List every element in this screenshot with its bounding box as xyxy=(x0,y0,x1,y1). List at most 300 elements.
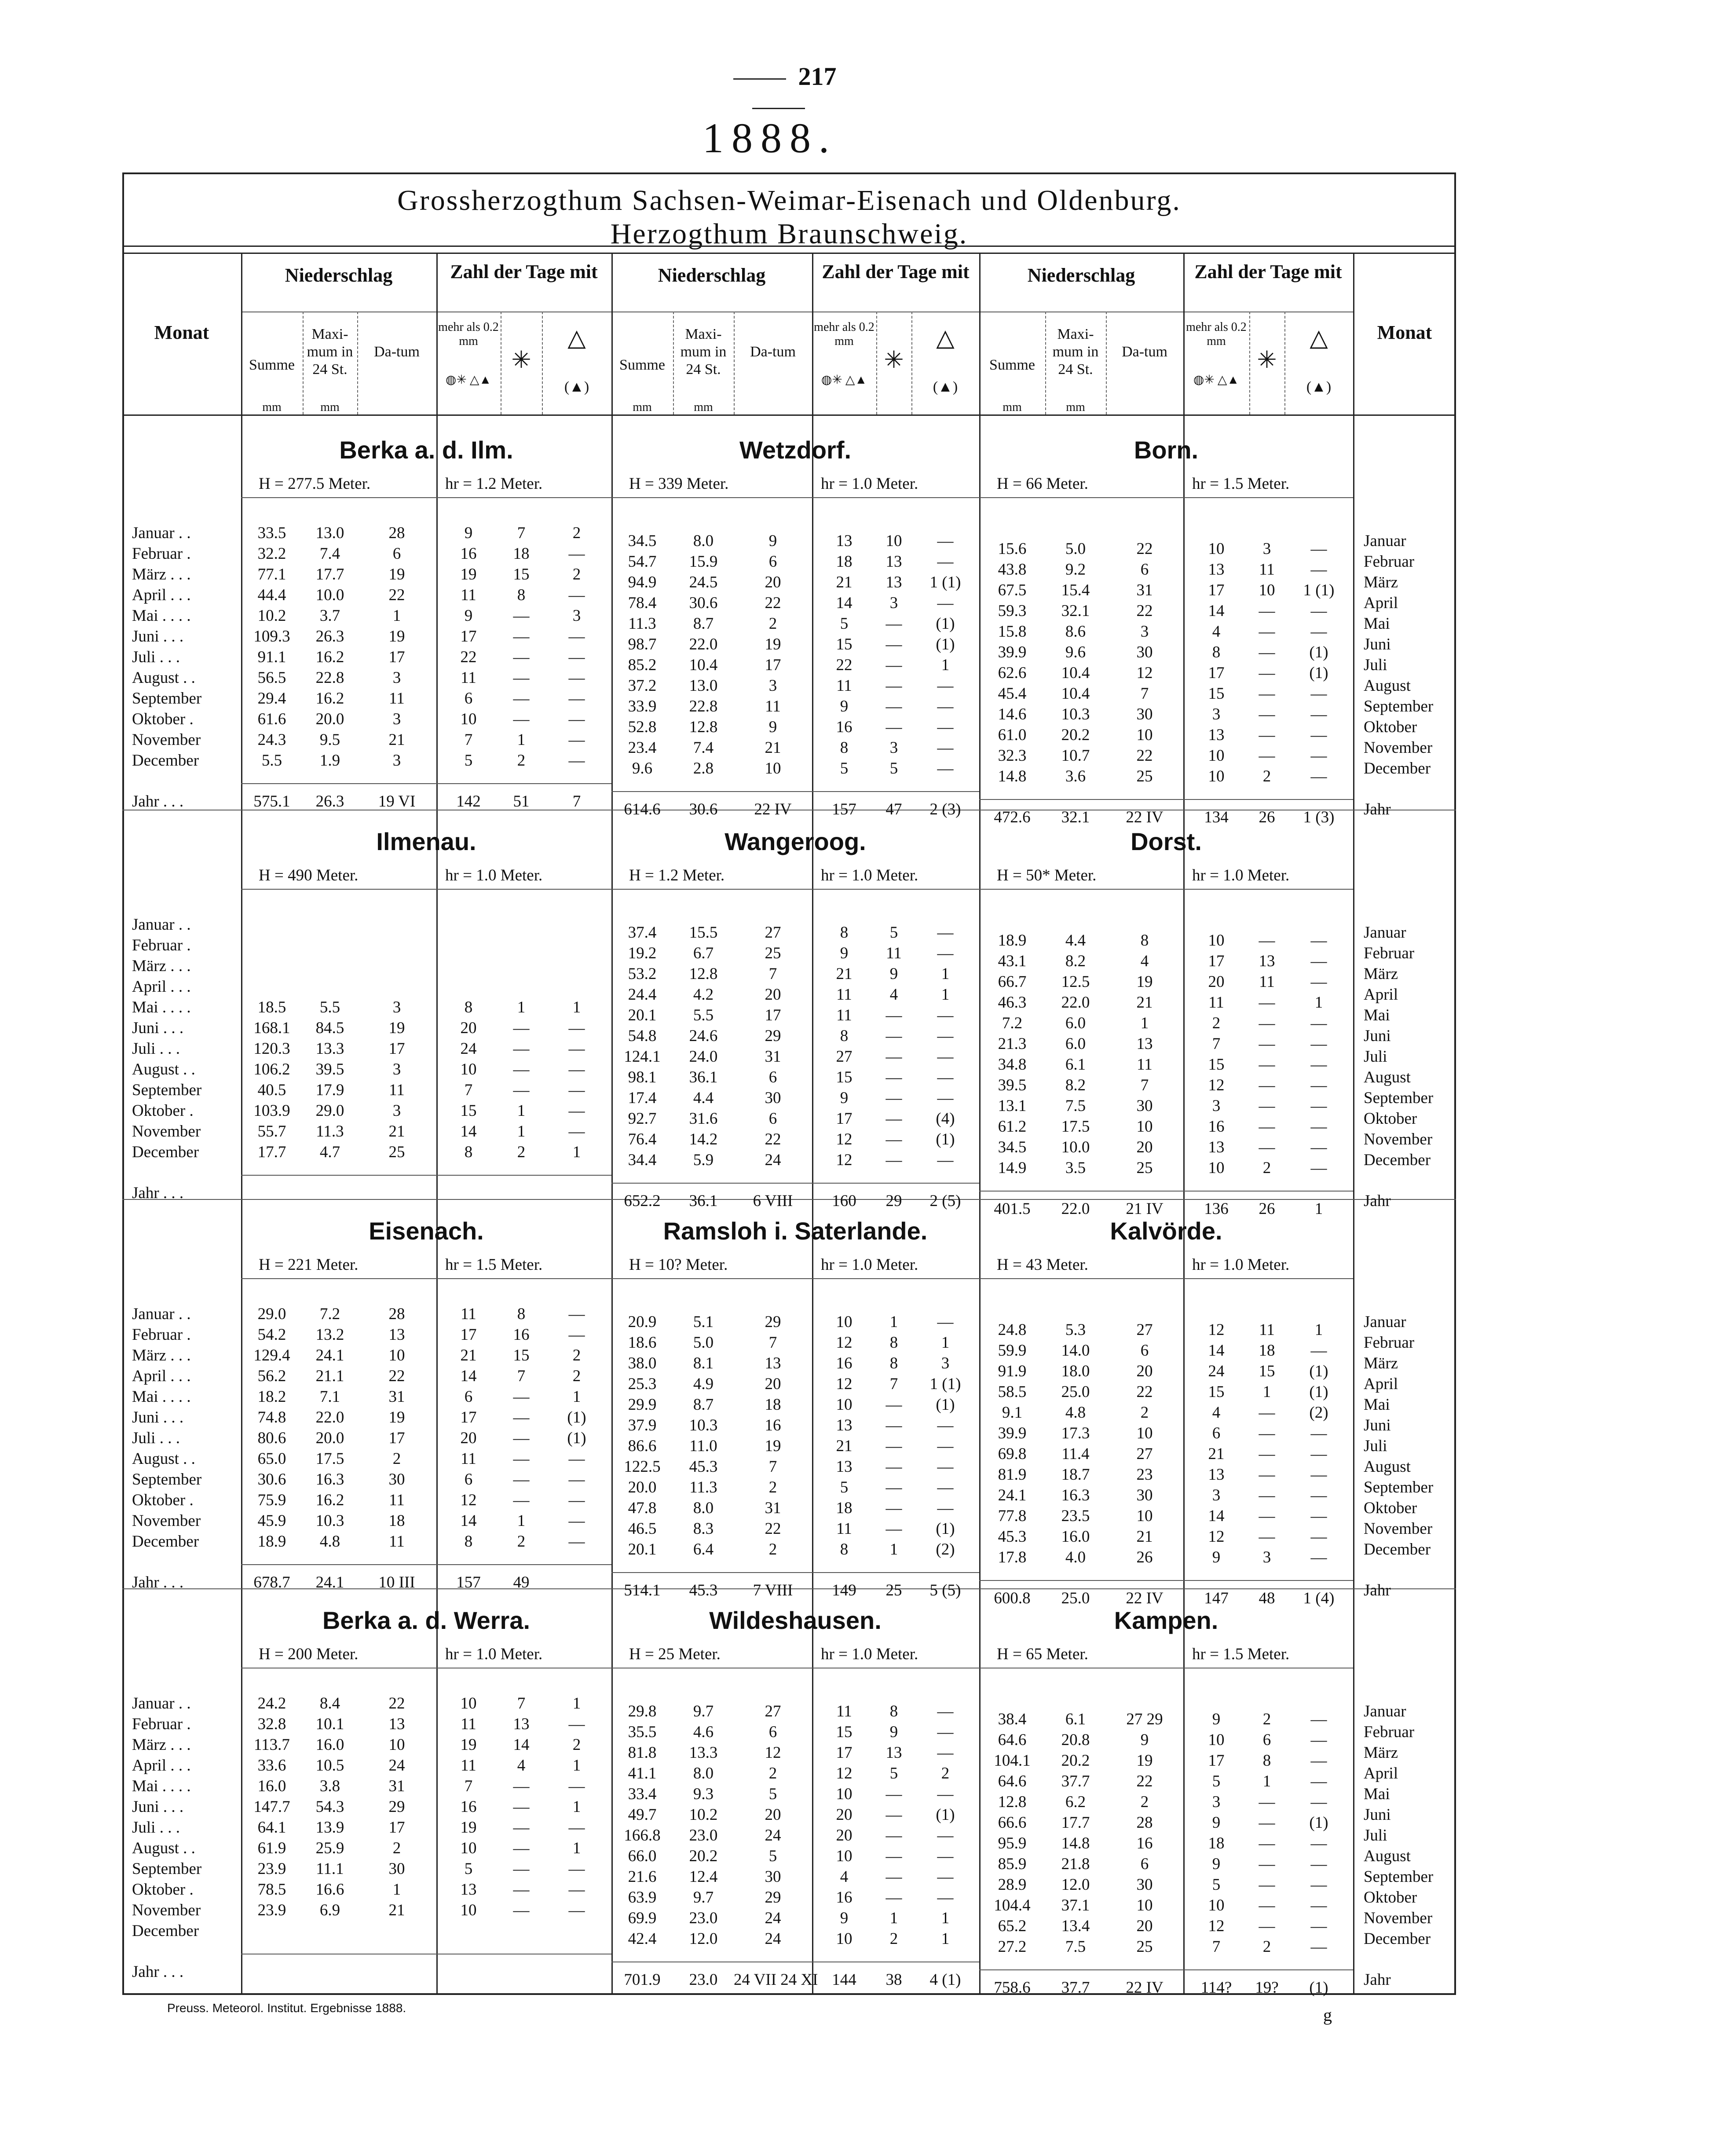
table-cell: — xyxy=(513,607,530,625)
table-cell: 1 xyxy=(1262,1383,1271,1401)
table-cell: 39.9 xyxy=(998,643,1027,661)
table-cell: 2 xyxy=(1262,1710,1271,1728)
table-cell: 14.6 xyxy=(998,705,1027,723)
month-label-right: April xyxy=(1364,986,1398,1004)
table-cell: — xyxy=(1259,664,1275,682)
table-cell: 157 xyxy=(832,800,856,818)
table-cell: 24 xyxy=(388,1756,405,1775)
table-cell: 10 xyxy=(1208,540,1225,558)
table-cell: 124.1 xyxy=(624,1048,661,1066)
table-cell: 45.9 xyxy=(257,1512,286,1530)
table-cell: 67.5 xyxy=(998,581,1027,599)
maximum-header: Maxi-mum in 24 St. xyxy=(680,326,727,378)
table-cell: 22.0 xyxy=(689,635,718,653)
table-title xyxy=(123,184,1455,251)
month-label-left: Januar . . xyxy=(132,1694,191,1712)
table-cell: 5 xyxy=(889,924,898,942)
table-cell: 22 IV xyxy=(754,800,792,818)
table-cell: (2) xyxy=(1309,1404,1328,1422)
table-cell: 10.3 xyxy=(1061,705,1090,723)
table-cell: 103.9 xyxy=(253,1102,290,1120)
table-cell: — xyxy=(513,1901,530,1919)
table-cell: 758.6 xyxy=(994,1979,1031,1997)
table-cell: 19 VI xyxy=(378,792,416,810)
table-cell: — xyxy=(1310,1731,1327,1749)
table-cell: — xyxy=(1310,1159,1327,1177)
table-cell: 31 xyxy=(765,1048,781,1066)
table-cell: — xyxy=(513,1019,530,1037)
table-cell: 30 xyxy=(1136,1486,1153,1504)
table-cell: 15.9 xyxy=(689,553,718,571)
month-label-right: August xyxy=(1364,1068,1411,1086)
table-cell: 81.8 xyxy=(628,1744,657,1762)
table-cell: 12.8 xyxy=(998,1793,1027,1811)
table-cell: 1 xyxy=(517,1102,526,1120)
summe-header: Summe xyxy=(249,357,295,373)
table-cell: 7.5 xyxy=(1065,1938,1086,1956)
table-cell: 12 xyxy=(836,1130,853,1148)
table-cell: 15 xyxy=(1208,685,1225,703)
table-cell: 7 xyxy=(1140,685,1149,703)
table-cell: 4.4 xyxy=(693,1089,714,1107)
table-cell: 7.2 xyxy=(1002,1014,1023,1032)
month-label-left: März . . . xyxy=(132,1346,191,1364)
total-rule xyxy=(611,1572,979,1573)
table-cell: 69.8 xyxy=(998,1445,1027,1463)
total-rule xyxy=(241,1175,611,1176)
table-cell: (1) xyxy=(567,1429,586,1447)
table-cell: 10 xyxy=(1136,1118,1153,1136)
table-cell: 1 xyxy=(1314,994,1323,1012)
station-meta-rule xyxy=(241,1278,1353,1279)
table-cell: 19 xyxy=(460,565,477,583)
month-label-left: August . . xyxy=(132,669,195,687)
table-cell: 2 xyxy=(889,1930,898,1948)
table-cell: 22 xyxy=(765,1520,781,1538)
table-cell: 11 xyxy=(389,689,405,708)
table-cell: — xyxy=(568,586,585,604)
table-cell: 12 xyxy=(1208,1076,1225,1094)
table-cell: — xyxy=(568,1881,585,1899)
month-label-left: Februar . xyxy=(132,1715,191,1733)
month-label-right: April xyxy=(1364,1375,1398,1393)
table-cell: — xyxy=(885,1847,902,1865)
table-cell: 16.2 xyxy=(315,648,344,666)
table-cell: 18 xyxy=(513,545,530,563)
table-cell: — xyxy=(1259,1035,1275,1053)
table-cell: 24.1 xyxy=(315,1346,344,1364)
table-cell: 37.9 xyxy=(628,1416,657,1434)
month-label-left: März . . . xyxy=(132,1736,191,1754)
footer-source: Preuss. Meteorol. Institut. Ergebnisse 1888. xyxy=(167,2001,406,2015)
table-cell: 21 xyxy=(388,1901,405,1919)
table-cell: — xyxy=(1259,1814,1275,1832)
month-label-right: März xyxy=(1364,965,1398,983)
table-cell: 6.0 xyxy=(1065,1014,1086,1032)
table-cell: 5 xyxy=(840,1478,849,1496)
table-cell: 14 xyxy=(1208,1507,1225,1525)
table-cell: 7 xyxy=(517,1694,526,1712)
table-cell: 2 xyxy=(517,752,526,770)
table-cell: 1 xyxy=(889,1909,898,1927)
table-cell: 10.5 xyxy=(315,1756,344,1775)
table-cell: 8.1 xyxy=(693,1354,714,1372)
table-cell: 20 xyxy=(460,1429,477,1447)
table-cell: — xyxy=(568,1305,585,1323)
table-cell: 11.4 xyxy=(1061,1445,1090,1463)
table-cell: 9 xyxy=(840,697,849,715)
table-cell: 14.8 xyxy=(998,767,1027,785)
table-cell: 47.8 xyxy=(628,1499,657,1517)
table-cell: — xyxy=(885,1785,902,1803)
table-cell: — xyxy=(1310,705,1327,723)
month-label-right: März xyxy=(1364,1354,1398,1372)
table-cell: — xyxy=(1259,747,1275,765)
table-cell: 10.2 xyxy=(689,1806,718,1824)
table-cell: 53.2 xyxy=(628,965,657,983)
table-cell: 7 xyxy=(889,1375,898,1393)
table-cell: 3 xyxy=(1262,540,1271,558)
table-cell: — xyxy=(568,669,585,687)
month-label-left: Juli . . . xyxy=(132,1040,180,1058)
table-cell: — xyxy=(937,1151,954,1169)
table-cell: 17.3 xyxy=(1061,1424,1090,1442)
table-cell: 24.5 xyxy=(689,573,718,591)
table-cell: — xyxy=(937,739,954,757)
table-cell: 15 xyxy=(1208,1056,1225,1074)
table-cell: 1 xyxy=(1140,1014,1149,1032)
table-cell: 2 xyxy=(1140,1404,1149,1422)
table-cell: 12 xyxy=(1136,664,1153,682)
table-cell: 22 xyxy=(1136,1772,1153,1790)
mehr-als-symbols: ◍✳ △▲ xyxy=(1193,373,1240,387)
table-cell: 2 xyxy=(1262,1159,1271,1177)
snow-icon: ✳ xyxy=(884,347,904,373)
title-line-1: Grossherzogthum Sachsen-Weimar-Eisenach und Oldenburg. xyxy=(397,184,1181,216)
table-cell: 11 xyxy=(836,1520,852,1538)
table-cell: 23.0 xyxy=(689,1971,718,1989)
table-cell: 157 xyxy=(456,1573,481,1591)
table-cell: 6 xyxy=(768,553,777,571)
table-cell: 26 xyxy=(1259,1200,1275,1218)
table-cell: — xyxy=(1310,1035,1327,1053)
table-cell: 16 xyxy=(836,1354,853,1372)
table-cell: 15 xyxy=(836,1723,853,1741)
table-cell: 29.0 xyxy=(257,1305,286,1323)
month-label-left: September xyxy=(132,1081,202,1099)
table-cell: 6 xyxy=(392,545,401,563)
table-cell: 8.3 xyxy=(693,1520,714,1538)
table-cell: 52.8 xyxy=(628,718,657,736)
table-cell: 75.9 xyxy=(257,1491,286,1509)
column-rule xyxy=(1353,253,1354,1995)
hail-paren-header: (▲) xyxy=(1306,379,1332,395)
table-cell: 600.8 xyxy=(994,1589,1031,1607)
month-label-right: April xyxy=(1364,1764,1398,1782)
table-cell: 13.0 xyxy=(315,524,344,542)
month-label-right: December xyxy=(1364,759,1431,777)
month-label-left: Jahr . . . xyxy=(132,1184,184,1202)
table-cell: 4.0 xyxy=(1065,1548,1086,1566)
table-cell: 21 xyxy=(1136,994,1153,1012)
table-cell: 11 xyxy=(1208,994,1224,1012)
table-cell: 22 xyxy=(1136,540,1153,558)
table-cell: 10 xyxy=(1136,1507,1153,1525)
table-cell: — xyxy=(1259,1056,1275,1074)
table-cell: 28 xyxy=(1136,1814,1153,1832)
table-cell: 4.4 xyxy=(1065,931,1086,950)
table-cell: — xyxy=(568,1533,585,1551)
table-cell: 12 xyxy=(1208,1321,1225,1339)
table-cell: (1) xyxy=(1309,643,1328,661)
table-cell: 69.9 xyxy=(628,1909,657,1927)
month-label-right: August xyxy=(1364,677,1411,695)
year-heading: 1888. xyxy=(702,114,837,161)
table-cell: 10 xyxy=(1259,581,1275,599)
table-cell: 37.2 xyxy=(628,677,657,695)
table-cell: 9 xyxy=(768,718,777,736)
table-cell: 678.7 xyxy=(253,1573,290,1591)
table-cell: 30 xyxy=(1136,705,1153,723)
table-cell: 38.0 xyxy=(628,1354,657,1372)
table-cell: 22 IV xyxy=(1126,1979,1164,1997)
table-cell: — xyxy=(885,1089,902,1107)
table-cell: 24.6 xyxy=(689,1027,718,1045)
table-cell: 114? xyxy=(1200,1979,1232,1997)
table-cell: 1 xyxy=(392,1881,401,1899)
table-cell: 9 xyxy=(840,944,849,962)
unit-mm: mm xyxy=(694,400,713,414)
table-cell: — xyxy=(937,677,954,695)
table-cell: 1 xyxy=(392,607,401,625)
table-cell: 20 xyxy=(1136,1362,1153,1380)
table-cell: 11 xyxy=(389,1081,405,1099)
table-cell: — xyxy=(513,1839,530,1857)
station-height: H = 221 Meter. xyxy=(259,1256,359,1274)
table-cell: 61.9 xyxy=(257,1839,286,1857)
table-cell: 11 xyxy=(461,1715,476,1733)
table-cell: 17 xyxy=(1208,664,1225,682)
table-cell: 3 xyxy=(572,607,581,625)
table-cell: 18.0 xyxy=(1061,1362,1090,1380)
month-label-left: September xyxy=(132,1860,202,1878)
table-cell: 12 xyxy=(836,1334,853,1352)
table-cell: — xyxy=(937,1437,954,1455)
table-cell: 80.6 xyxy=(257,1429,286,1447)
table-cell: (1) xyxy=(936,1130,955,1148)
table-cell: 13 xyxy=(388,1326,405,1344)
month-label-right: November xyxy=(1364,739,1433,757)
month-label-left: Juni . . . xyxy=(132,627,184,645)
table-cell: 18 xyxy=(1259,1342,1275,1360)
table-cell: 2 xyxy=(572,565,581,583)
table-cell: 27 xyxy=(836,1048,853,1066)
month-label-right: Juni xyxy=(1364,635,1391,653)
month-label-left: August . . xyxy=(132,1450,195,1468)
table-cell: 10 xyxy=(388,1736,405,1754)
month-label-right: Februar xyxy=(1364,1334,1415,1352)
table-cell: 104.4 xyxy=(994,1896,1031,1914)
table-cell: 652.2 xyxy=(624,1192,661,1210)
table-cell: 2 xyxy=(572,1367,581,1385)
table-cell: 11 xyxy=(836,677,852,695)
table-cell: — xyxy=(568,1081,585,1099)
table-cell: — xyxy=(568,1102,585,1120)
table-cell: 168.1 xyxy=(253,1019,290,1037)
table-cell: 5.5 xyxy=(261,752,282,770)
table-cell: 25.9 xyxy=(315,1839,344,1857)
table-cell: 2 xyxy=(768,1764,777,1782)
table-cell: — xyxy=(1310,602,1327,620)
table-cell: 24.3 xyxy=(257,731,286,749)
table-cell: — xyxy=(513,1491,530,1509)
table-cell: 2 xyxy=(768,615,777,633)
table-cell: 7 xyxy=(768,1458,777,1476)
table-cell: 18.5 xyxy=(257,998,286,1016)
summe-header: Summe xyxy=(619,357,665,373)
table-cell: — xyxy=(885,677,902,695)
table-cell: 16.0 xyxy=(257,1777,286,1795)
table-cell: — xyxy=(1259,685,1275,703)
table-cell: 10 xyxy=(1136,1424,1153,1442)
table-cell: 20.8 xyxy=(1061,1731,1090,1749)
table-cell: 24.2 xyxy=(257,1694,286,1712)
table-cell: 2 xyxy=(517,1533,526,1551)
table-cell: 2 xyxy=(1140,1793,1149,1811)
table-cell: 15 xyxy=(513,565,530,583)
table-cell: — xyxy=(937,1785,954,1803)
table-cell: 23.4 xyxy=(628,739,657,757)
table-cell: — xyxy=(937,1089,954,1107)
table-cell: 5.3 xyxy=(1065,1321,1086,1339)
table-cell: 2 xyxy=(572,524,581,542)
table-cell: 64.6 xyxy=(998,1772,1027,1790)
table-cell: 10.2 xyxy=(257,607,286,625)
table-cell: 21 xyxy=(765,739,781,757)
table-cell: — xyxy=(937,1458,954,1476)
table-cell: 4 (1) xyxy=(929,1971,961,1989)
table-cell: 5 (5) xyxy=(929,1581,961,1599)
table-cell: 30 xyxy=(388,1860,405,1878)
table-cell: — xyxy=(513,1060,530,1078)
table-cell: 27 xyxy=(765,1702,781,1720)
header-divider xyxy=(734,312,735,414)
table-cell: 3 xyxy=(768,677,777,695)
table-cell: 37.7 xyxy=(1061,1979,1090,1997)
table-cell: 26 xyxy=(1136,1548,1153,1566)
table-cell: 46.3 xyxy=(998,994,1027,1012)
table-cell: 4 xyxy=(840,1868,849,1886)
table-cell: 3 xyxy=(1262,1548,1271,1566)
table-cell: 36.1 xyxy=(689,1192,718,1210)
table-cell: 37.4 xyxy=(628,924,657,942)
table-cell: — xyxy=(513,1777,530,1795)
mehr-als-symbols: ◍✳ △▲ xyxy=(445,373,492,387)
table-cell: 6 xyxy=(1212,1424,1221,1442)
table-cell: 26.3 xyxy=(315,627,344,645)
table-cell: (4) xyxy=(936,1110,955,1128)
table-cell: 3 xyxy=(889,739,898,757)
table-cell: 6 xyxy=(464,1388,473,1406)
table-cell: (1) xyxy=(936,1520,955,1538)
table-cell: 15.5 xyxy=(689,924,718,942)
table-cell: 91.9 xyxy=(998,1362,1027,1380)
table-cell: 22 xyxy=(1136,602,1153,620)
table-cell: 6.2 xyxy=(1065,1793,1086,1811)
table-cell: 27.2 xyxy=(998,1938,1027,1956)
table-cell: — xyxy=(1310,1014,1327,1032)
table-cell: 15.4 xyxy=(1061,581,1090,599)
table-cell: 13 xyxy=(885,553,902,571)
table-cell: 24 VII 24 XI xyxy=(734,1971,818,1989)
table-cell: 5 xyxy=(840,615,849,633)
table-cell: 514.1 xyxy=(624,1581,661,1599)
month-label-right: November xyxy=(1364,1130,1433,1148)
table-cell: 25 xyxy=(388,1143,405,1161)
table-cell: — xyxy=(1310,1528,1327,1546)
table-cell: 40.5 xyxy=(257,1081,286,1099)
table-cell: 113.7 xyxy=(254,1736,290,1754)
table-cell: 18 xyxy=(388,1512,405,1530)
table-cell: 5.1 xyxy=(693,1313,714,1331)
month-label-right: November xyxy=(1364,1520,1433,1538)
table-cell: 6 xyxy=(768,1068,777,1086)
table-cell: 144 xyxy=(832,1971,856,1989)
table-cell: 98.1 xyxy=(628,1068,657,1086)
table-cell: 7 xyxy=(1212,1938,1221,1956)
table-cell: 26 xyxy=(1259,808,1275,826)
table-cell: 39.9 xyxy=(998,1424,1027,1442)
hail-icon: △ xyxy=(1310,325,1328,351)
table-cell: 12 xyxy=(765,1744,781,1762)
table-cell: 17 xyxy=(388,1040,405,1058)
month-label-left: September xyxy=(132,689,202,708)
table-cell: 6.0 xyxy=(1065,1035,1086,1053)
table-cell: — xyxy=(1259,1404,1275,1422)
table-cell: 20.2 xyxy=(1061,1752,1090,1770)
table-cell: 3.5 xyxy=(1065,1159,1086,1177)
hail-paren-header: (▲) xyxy=(933,379,958,395)
table-cell: 14 xyxy=(1208,602,1225,620)
table-cell: 56.5 xyxy=(257,669,286,687)
datum-header: Da-tum xyxy=(750,344,796,360)
station-gauge-height: hr = 1.0 Meter. xyxy=(1192,866,1290,884)
table-cell: 29 xyxy=(388,1798,405,1816)
table-cell: 19 xyxy=(388,565,405,583)
table-cell: 25.0 xyxy=(1061,1589,1090,1607)
table-cell: 98.7 xyxy=(628,635,657,653)
table-cell: 38 xyxy=(885,1971,902,1989)
table-cell: 16.2 xyxy=(315,689,344,708)
table-cell: 8 xyxy=(1212,643,1221,661)
table-cell: 31.6 xyxy=(689,1110,718,1128)
table-cell: 77.1 xyxy=(257,565,286,583)
month-label-left: Januar . . xyxy=(132,1305,191,1323)
table-cell: 5.5 xyxy=(319,998,340,1016)
table-cell: 1 xyxy=(572,1694,581,1712)
table-cell: 14 xyxy=(460,1122,477,1140)
table-cell: 54.2 xyxy=(257,1326,286,1344)
table-cell: 17 xyxy=(460,627,477,645)
table-cell: 8.2 xyxy=(1065,952,1086,970)
table-cell: 29.8 xyxy=(628,1702,657,1720)
table-cell: 9 xyxy=(840,1089,849,1107)
table-cell: 24 xyxy=(460,1040,477,1058)
table-cell: (1) xyxy=(936,1806,955,1824)
table-cell: 39.5 xyxy=(315,1060,344,1078)
table-cell: 77.8 xyxy=(998,1507,1027,1525)
table-cell: 17 xyxy=(460,1408,477,1426)
